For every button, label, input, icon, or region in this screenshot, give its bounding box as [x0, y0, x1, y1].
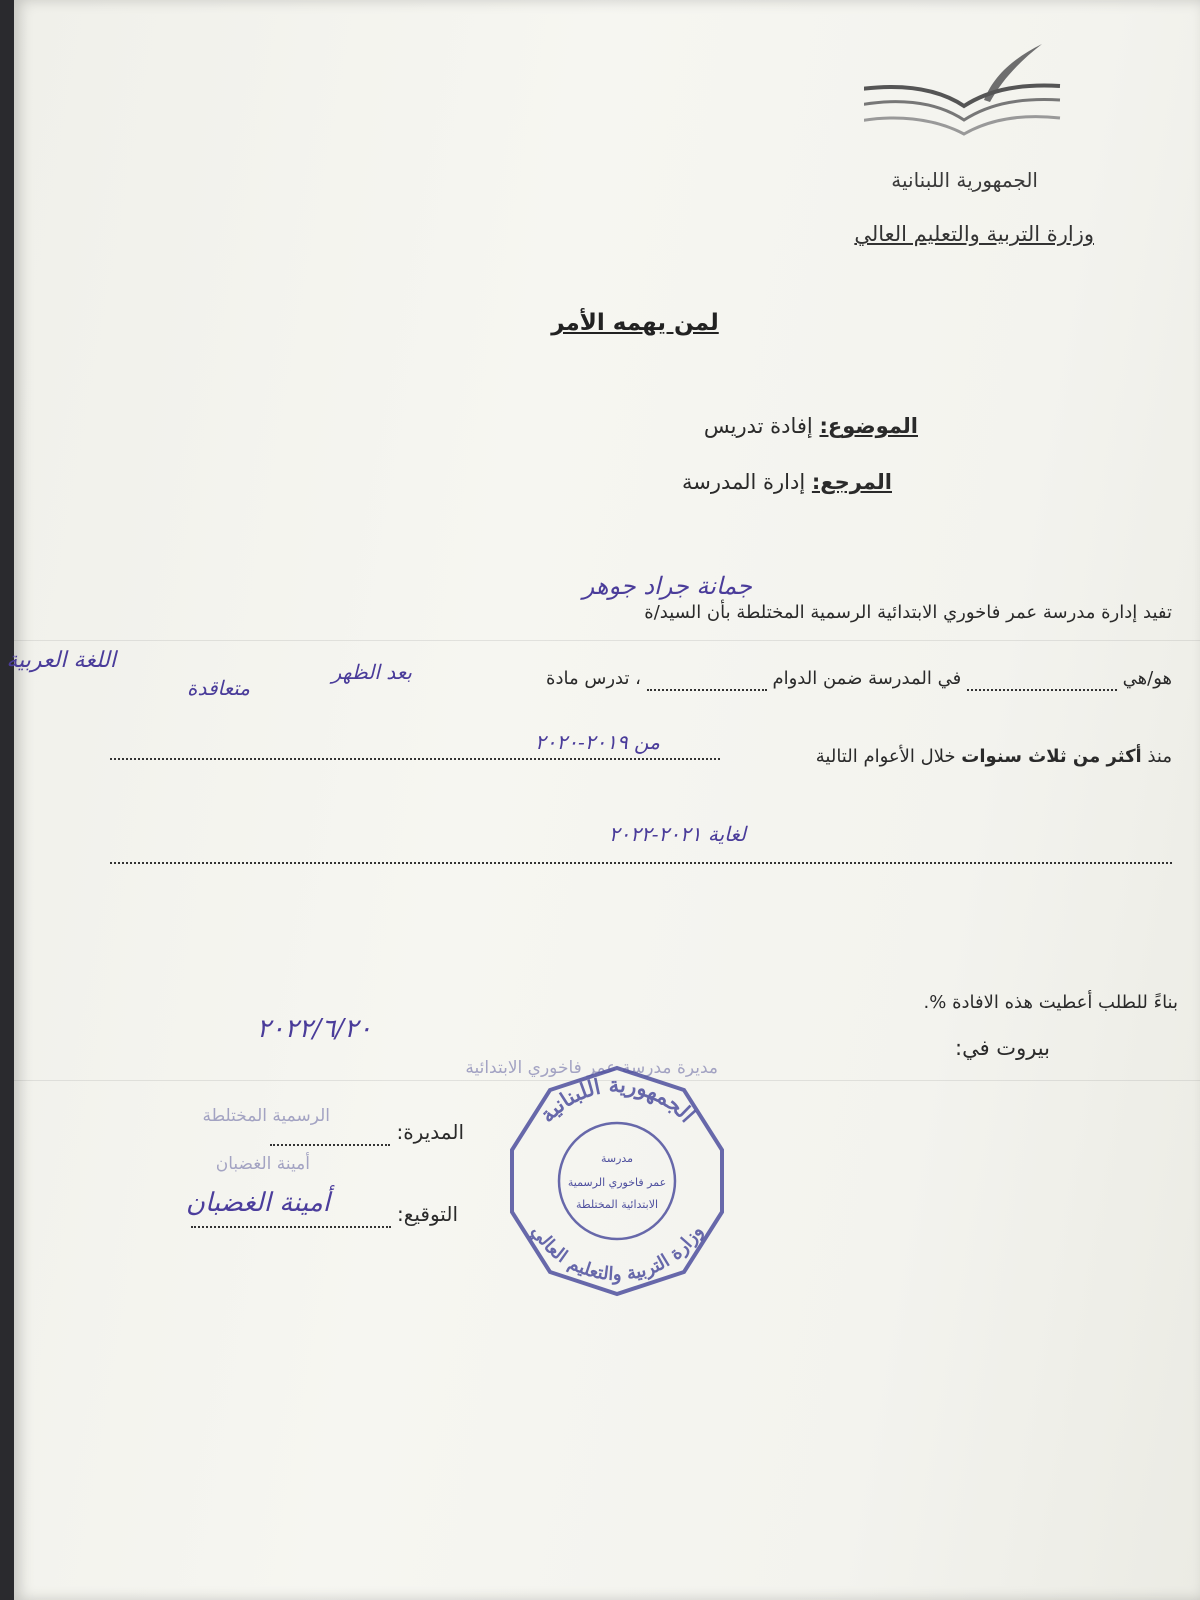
republic-name: الجمهورية اللبنانية [891, 168, 1038, 192]
stamp-inner-line-2: عمر فاخوري الرسمية [567, 1176, 667, 1189]
ministry-name: وزارة التربية والتعليم العالي [854, 222, 1094, 246]
line3-rest: خلال الأعوام التالية [815, 746, 956, 767]
date-handwritten: ٢٠٢٢/٦/٢٠ [256, 1014, 372, 1044]
stamp-outer-bottom-text: وزارة التربية والتعليم العالي [526, 1221, 708, 1286]
stamp-outer-top-text: الجمهورية اللبنانية [534, 1071, 701, 1128]
line3-handwritten-years: من ٢٠١٩-٢٠٢٠ [535, 730, 660, 754]
official-round-stamp [496, 1060, 738, 1302]
line2-end: ، تدرس مادة [546, 668, 641, 689]
line3-bold: أكثر من ثلاث سنوات [961, 746, 1142, 767]
document-title: لمن يهمه الأمر [551, 310, 719, 336]
line2-handwritten-status: متعاقدة [186, 676, 250, 700]
signature-label-text: التوقيع: [397, 1202, 458, 1226]
line4-dotted-fill [110, 862, 1172, 864]
line2-start: هو/هي [1122, 668, 1172, 689]
line1-printed: تفيد إدارة مدرسة عمر فاخوري الابتدائية الرسمية المختلطة بأن السيد/ة [644, 602, 1172, 623]
subject-line [704, 414, 918, 438]
reference-value: إدارة المدرسة [681, 470, 806, 494]
line1-handwritten-name: جمانة جراد جوهر [582, 572, 752, 600]
faded-stamp-line-3: أمينة الغضبان [215, 1154, 310, 1174]
subject-label: الموضوع: [819, 414, 918, 438]
line3-start: منذ [1147, 746, 1172, 767]
ministry-book-logo [864, 40, 1064, 140]
faded-stamp-line-1: مديرة مدرسة عمر فاخوري الابتدائية [465, 1058, 718, 1078]
body-line-1 [644, 602, 1172, 623]
body-line-3 [816, 746, 1172, 767]
fold-line [14, 640, 1200, 641]
place-date-label: بيروت في: [955, 1036, 1050, 1060]
reference-label: المرجع: [811, 470, 892, 494]
svg-text:الجمهورية اللبنانية [534, 1072, 700, 1127]
line2-handwritten-subject: اللغة العربية [6, 648, 116, 673]
handwritten-signature: أمينة الغضبان [185, 1188, 330, 1218]
director-label-text: المديرة: [396, 1120, 464, 1144]
line4-handwritten-years: لغاية ٢٠٢١-٢٠٢٢ [608, 822, 746, 846]
line3-dotted-fill [110, 758, 720, 760]
reference-line [682, 470, 892, 494]
subject-value: إفادة تدريس [703, 414, 813, 438]
body-line-2 [546, 668, 1172, 691]
line2-handwritten-shift: بعد الظهر [331, 660, 412, 684]
svg-text:وزارة التربية والتعليم العالي [527, 1222, 707, 1285]
closing-sentence: بناءً للطلب أعطيت هذه الافادة %. [923, 992, 1178, 1013]
stamp-inner-line-1: مدرسة [600, 1152, 634, 1165]
stamp-inner-line-3: الابتدائية المختلطة [575, 1198, 659, 1211]
faded-stamp-line-2: الرسمية المختلطة [202, 1106, 330, 1126]
line2-mid: في المدرسة ضمن الدوام [772, 668, 962, 689]
